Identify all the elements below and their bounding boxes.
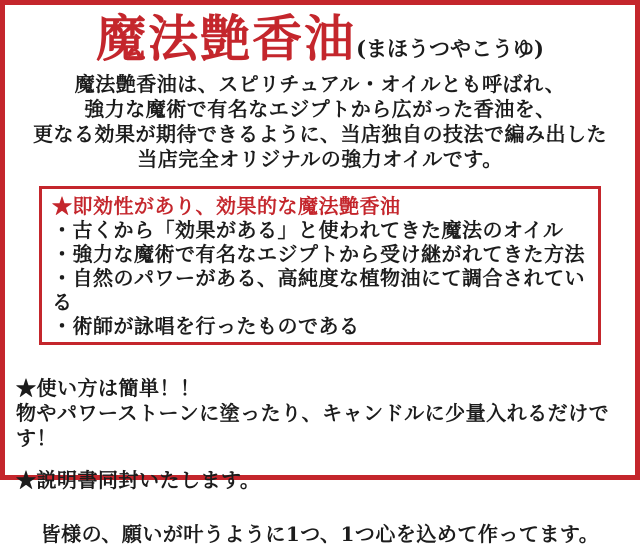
page-title xyxy=(5,10,635,68)
product-name-furigana: (まほうつやこうゆ) xyxy=(356,36,544,61)
intro-line-2: 強力な魔術で有名なエジプトから広がった香油を、 xyxy=(84,97,556,121)
feature-bullet-3: ・自然のパワーがある、高純度な植物油にて調合されている xyxy=(52,266,585,314)
closing-message: 皆様の、願いが叶うように1つ、1つ心を込めて作ってます。 xyxy=(40,522,600,546)
feature-bullet-1: ・古くから「効果がある」と使われてきた魔法のオイル xyxy=(52,218,564,242)
feature-box-heading: ★即効性があり、効果的な魔法艶香油 xyxy=(52,194,401,218)
feature-bullet-2: ・強力な魔術で有名なエジプトから受け継がれてきた方法 xyxy=(52,242,585,266)
usage-body: 物やパワーストーンに塗ったり、キャンドルに少量入れるだけです！ xyxy=(16,401,610,450)
feature-box xyxy=(39,186,601,345)
intro-line-1: 魔法艶香油は、スピリチュアル・オイルとも呼ばれ、 xyxy=(74,72,566,96)
feature-bullet-4: ・術師が詠唱を行ったものである xyxy=(52,314,360,338)
enclosed-manual-note: ★説明書同封いたします。 xyxy=(16,468,261,492)
product-name: 魔法艶香油 xyxy=(96,9,357,68)
intro-line-3: 更なる効果が期待できるように、当店独自の技法で編み出した xyxy=(33,122,607,146)
intro-paragraph xyxy=(5,72,635,172)
usage-section xyxy=(5,376,635,451)
usage-heading: ★使い方は簡単！！ xyxy=(16,376,201,400)
intro-line-4: 当店完全オリジナルの強力オイルです。 xyxy=(137,147,503,171)
